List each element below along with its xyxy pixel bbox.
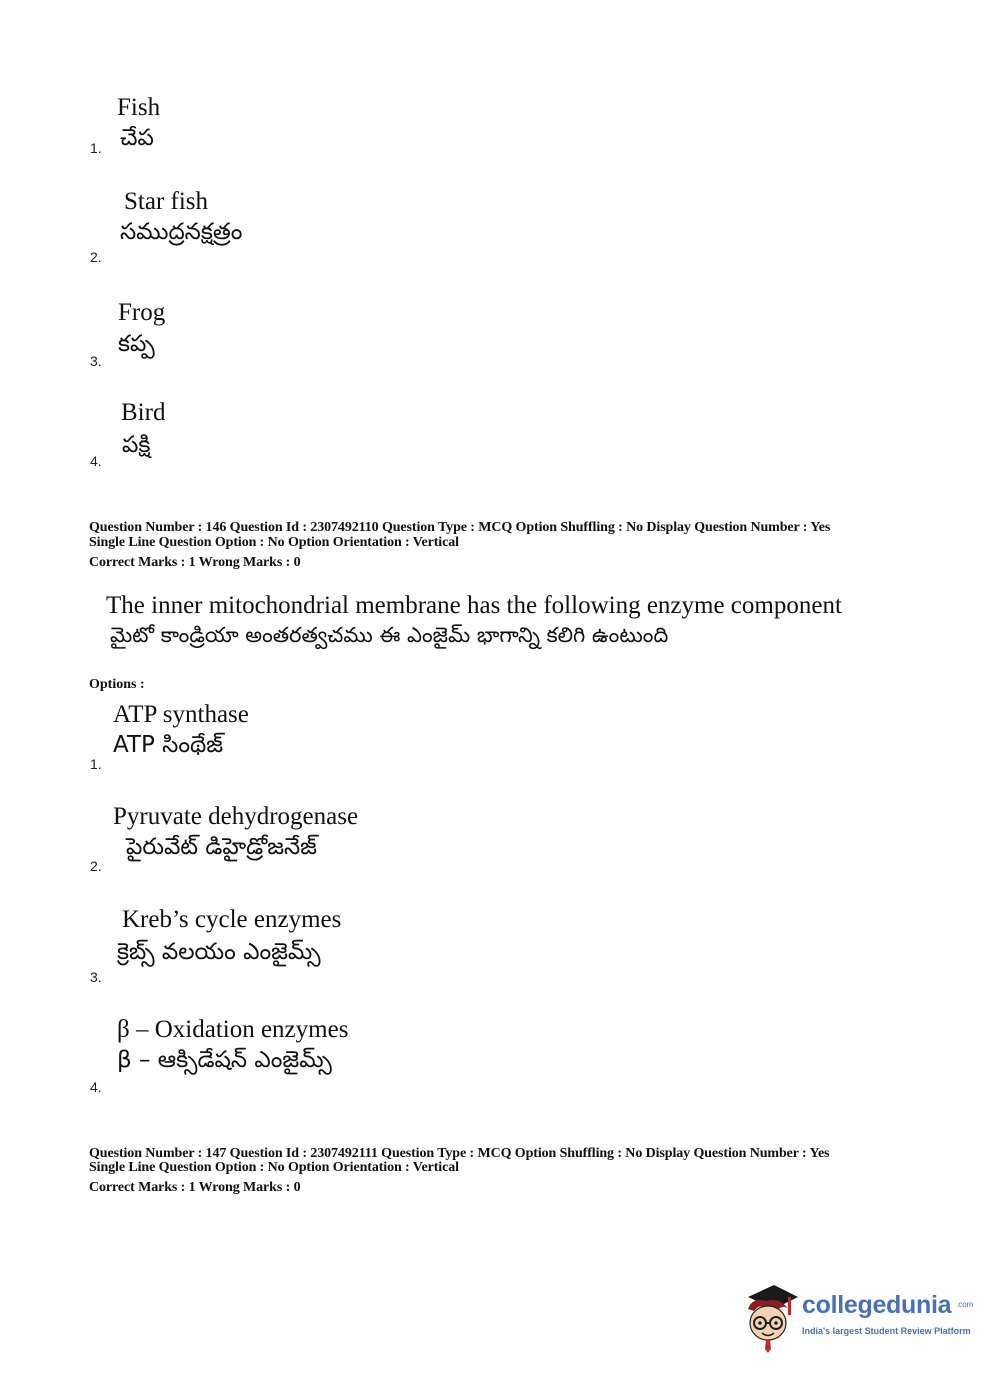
- q146-option-1-english: ATP synthase: [113, 701, 249, 728]
- brand-tagline: India's largest Student Review Platform: [802, 1326, 971, 1336]
- q146-option-3-number: 3.: [90, 969, 102, 985]
- q146-option-4-english: β – Oxidation enzymes: [117, 1016, 349, 1043]
- q146-option-4-telugu: β – ఆక్సిడేషన్ ఎంజైమ్స్: [117, 1047, 332, 1073]
- q146-option-3-english: Kreb’s cycle enzymes: [122, 906, 342, 933]
- question-marks: Correct Marks : 1 Wrong Marks : 0: [89, 555, 301, 570]
- option-4-english: Bird: [121, 399, 166, 426]
- option-3-english: Frog: [118, 299, 166, 326]
- option-2-english: Star fish: [124, 188, 209, 215]
- q146-option-3-telugu: క్రెబ్స్ వలయం ఎంజైమ్స్: [117, 939, 321, 965]
- q146-option-1-telugu: ATP సింథేజ్: [113, 732, 224, 758]
- option-1-telugu: చేప: [120, 125, 154, 151]
- options-label: Options :: [89, 677, 145, 692]
- q146-option-2-number: 2.: [90, 858, 102, 874]
- question-text-english: The inner mitochondrial membrane has the following enzyme component: [106, 592, 842, 619]
- question-meta-line2: Single Line Question Option : No Option Orientation : Vertical: [89, 1160, 459, 1175]
- question-meta-line2: Single Line Question Option : No Option Orientation : Vertical: [89, 535, 459, 550]
- option-3-number: 3.: [90, 353, 102, 369]
- option-4-telugu: పక్షి: [122, 432, 151, 458]
- q146-option-1-number: 1.: [90, 756, 102, 772]
- collegedunia-watermark: [740, 1283, 974, 1355]
- question-meta-line1: Question Number : 146 Question Id : 2307492110 Question Type : MCQ Option Shuffling : No Display Question Number : Yes: [89, 520, 831, 535]
- option-1-english: Fish: [117, 94, 161, 121]
- question-marks: Correct Marks : 1 Wrong Marks : 0: [89, 1180, 301, 1195]
- option-2-number: 2.: [90, 249, 102, 265]
- q146-option-4-number: 4.: [90, 1079, 102, 1095]
- option-3-telugu: కప్ప: [118, 331, 155, 357]
- option-1-number: 1.: [90, 140, 102, 156]
- brand-name: collegedunia: [802, 1291, 952, 1319]
- option-4-number: 4.: [90, 453, 102, 469]
- brand-suffix: .com: [956, 1300, 974, 1309]
- question-meta-line1: Question Number : 147 Question Id : 2307492111 Question Type : MCQ Option Shuffling : No Display Question Number : Yes: [89, 1146, 830, 1161]
- question-text-telugu: మైటో కాండ్రియా అంతరత్వచము ఈ ఎంజైమ్ భాగాన్ని కలిగి ఉంటుంది: [110, 623, 669, 647]
- q146-option-2-telugu: పైరువేట్ డిహైడ్రోజనేజ్: [126, 834, 317, 860]
- option-2-telugu: సముద్రనక్షత్రం: [120, 219, 243, 245]
- mascot-icon: [740, 1283, 800, 1353]
- q146-option-2-english: Pyruvate dehydrogenase: [113, 803, 359, 830]
